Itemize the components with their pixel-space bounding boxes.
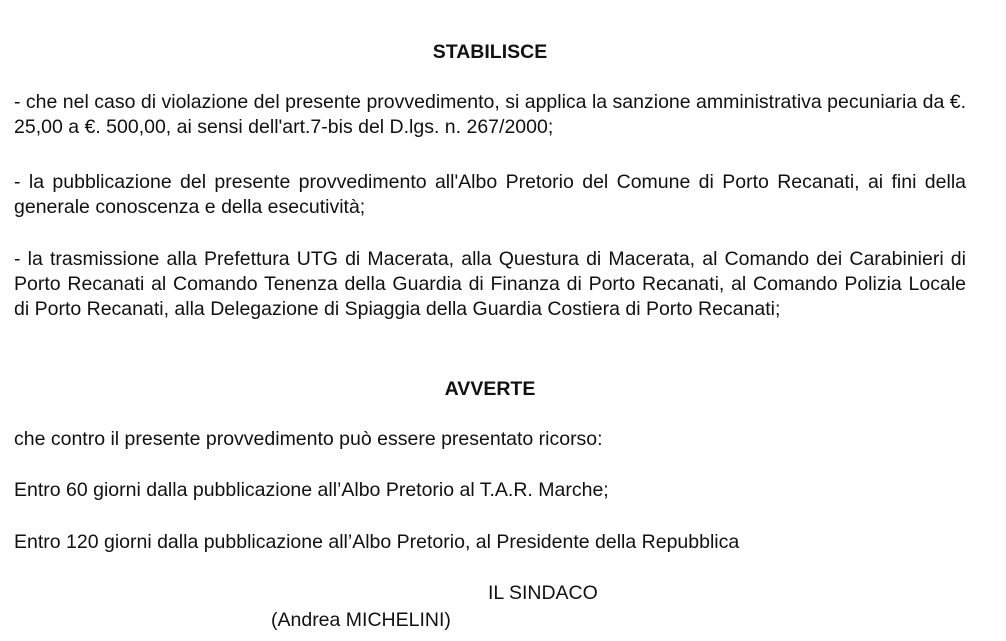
ricorso-presidente: Entro 120 giorni dalla pubblicazione all’Albo Pretorio, al Presidente della Repubblica: [14, 531, 740, 553]
signature-title: IL SINDACO: [488, 582, 598, 604]
paragraph-pubblicazione: - la pubblicazione del presente provvedimento all'Albo Pretorio del Comune di Porto Recanati, ai fini della generale conoscenza e della esecutività;: [14, 171, 966, 218]
ricorso-tar: Entro 60 giorni dalla pubblicazione all’Albo Pretorio al T.A.R. Marche;: [14, 479, 609, 501]
paragraph-trasmissione: - la trasmissione alla Prefettura UTG di Macerata, alla Questura di Macerata, al Comando dei Carabinieri di Porto Recanati al Comando Tenenza della Guardia di Finanza di Porto Recanati, al Comando Polizia Locale di Porto Recanati, alla Delegazione di Spiaggia della Guardia Costiera di Porto Recanati;: [14, 248, 966, 320]
paragraph-sanzione: - che nel caso di violazione del presente provvedimento, si applica la sanzione amministrativa pecuniaria da €. 25,00 a €. 500,00, ai sensi dell'art.7-bis del D.lgs. n. 267/2000;: [14, 91, 966, 138]
heading-avverte: AVVERTE: [444, 378, 536, 400]
ricorso-intro: che contro il presente provvedimento può essere presentato ricorso:: [14, 428, 603, 450]
heading-stabilisce: STABILISCE: [432, 41, 548, 63]
signature-name: (Andrea MICHELINI): [271, 609, 451, 631]
